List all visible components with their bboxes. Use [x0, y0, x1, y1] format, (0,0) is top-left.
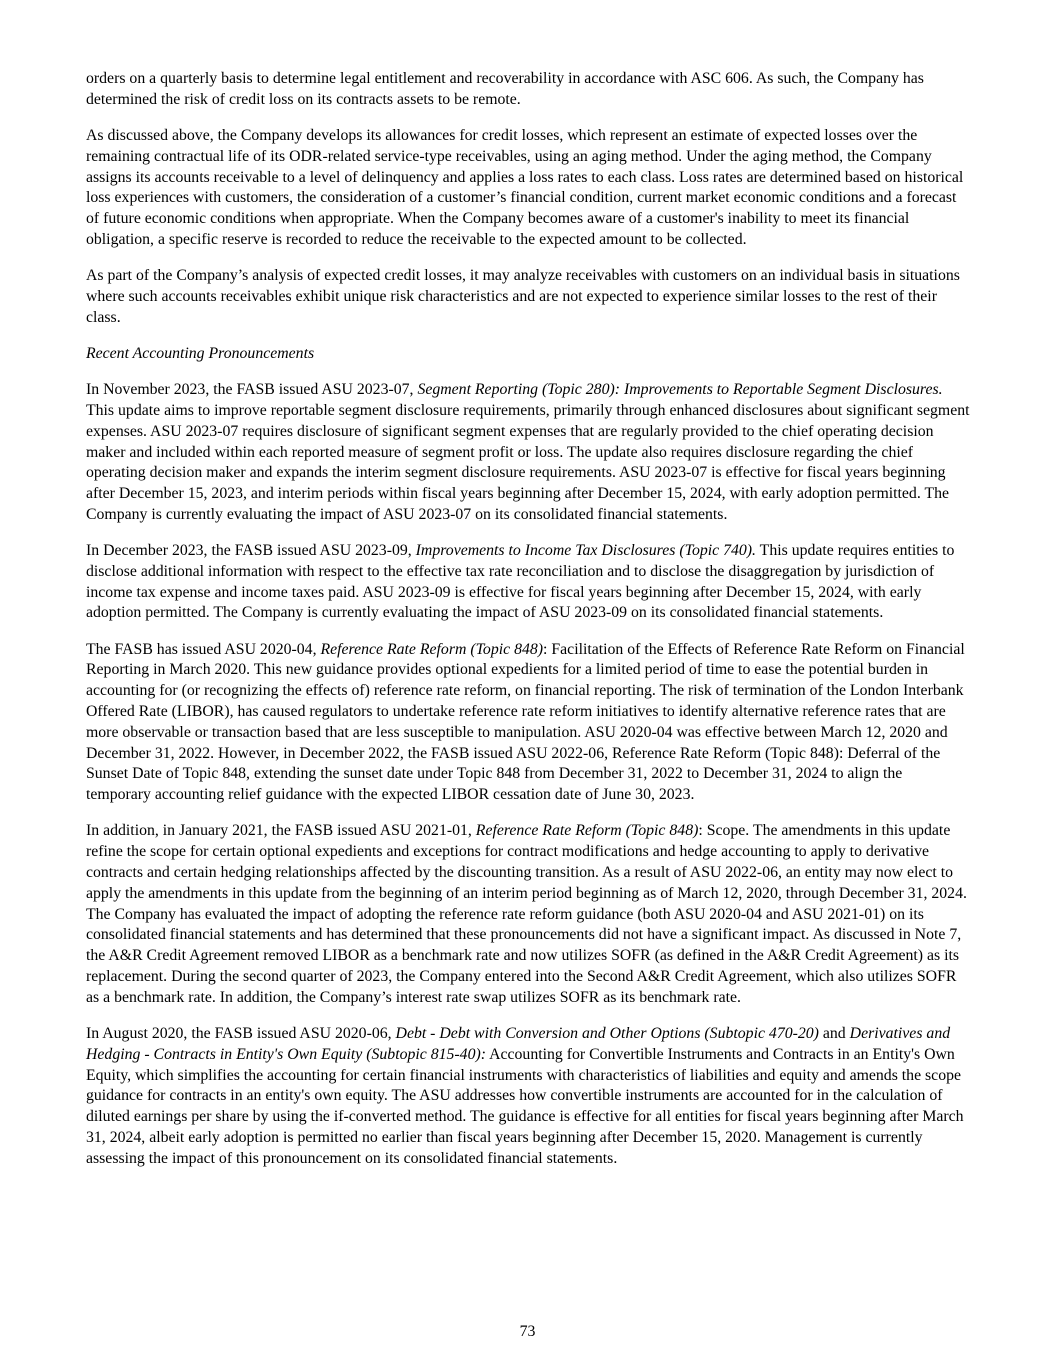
paragraph-text: In addition, in January 2021, the FASB issued ASU 2021-01, — [86, 822, 476, 840]
asu-title: Reference Rate Reform (Topic 848) — [320, 640, 544, 658]
paragraph-text: : Facilitation of the Effects of Reference Rate Reform on Financial Reporting in March 2020. This new guidance provides optional expedients for a limited period of time to ease the potential burden in accounting for (or recognizing the effects of) reference rate reform, on financial reporting. The risk of termination of the London Interbank Offered Rate (LIBOR), has caused regulators to undertake reference rate reform initiatives to identify alternative reference rates that are more observable or transaction based that are less susceptible to manipulation. ASU 2020-04 was effective between March 12, 2020 and December 31, 2022. However, in December 2022, the FASB issued ASU 2022-06, Reference Rate Reform (Topic 848): Deferral of the Sunset Date of Topic 848, extending the sunset date under Topic 848 from December 31, 2022 to December 31, 2024 to align the temporary accounting relief guidance with the expected LIBOR cessation date of June 30, 2023. — [86, 640, 965, 804]
paragraph-contract-assets — [86, 69, 970, 111]
asu-title: Improvements to Income Tax Disclosures (Topic 740). — [415, 542, 756, 560]
asu-title: Debt - Debt with Conversion and Other Options (Subtopic 470-20) — [395, 1025, 819, 1042]
paragraph-text: In November 2023, the FASB issued ASU 2023-07, — [86, 381, 418, 399]
paragraph-text: As discussed above, the Company develops its allowances for credit losses, which represent an estimate of expected losses over the remaining contractual life of its ODR-related service-type receivables, using an aging method. Under the aging method, the Company assigns its accounts receivable to a level of delinquency and applies a loss rates to each class. Loss rates are determined based on historical loss experiences with customers, the consideration of a customer’s financial condition, current market economic conditions and a forecast of future economic conditions when appropriate. When the Company becomes aware of a customer's inability to meet its financial obligation, a specific reserve is recorded to reduce the receivable to the expected amount to be collected. — [86, 126, 964, 248]
paragraph-asu-2020-06 — [86, 1024, 970, 1170]
page-number: 73 — [519, 1323, 536, 1340]
paragraph-individual-analysis — [86, 266, 970, 328]
section-heading-recent-pronouncements — [86, 344, 970, 365]
section-heading-text: Recent Accounting Pronouncements — [86, 344, 315, 362]
paragraph-text: : Scope. The amendments in this update refine the scope for certain optional expedients and exceptions for contract modifications and hedge accounting to apply to derivative contracts and certain hedging relationships affected by the discounting transition. As a result of ASU 2022-06, an entity may now elect to apply the amendments in this update from the beginning of an interim period beginning as of March 12, 2020, through December 31, 2024. The Company has evaluated the impact of adopting the reference rate reform guidance (both ASU 2020-04 and ASU 2021-01) on its consolidated financial statements and has determined that these pronouncements did not have a significant impact. As discussed in Note 7, the A&R Credit Agreement removed LIBOR as a benchmark rate and now utilizes SOFR (as defined in the A&R Credit Agreement) as its replacement. During the second quarter of 2023, the Company entered into the Second A&R Credit Agreement, which also utilizes SOFR as a benchmark rate. In addition, the Company’s interest rate swap utilizes SOFR as its benchmark rate. — [86, 822, 967, 1006]
paragraph-asu-2021-01 — [86, 821, 970, 1008]
document-body — [86, 69, 970, 1185]
asu-title: Reference Rate Reform (Topic 848) — [475, 822, 699, 840]
paragraph-text: orders on a quarterly basis to determine legal entitlement and recoverability in accordance with ASC 606. As such, the Company has determined the risk of credit loss on its contracts assets to be remote. — [86, 70, 924, 108]
paragraph-asu-2020-04 — [86, 640, 970, 806]
paragraph-allowances-credit-losses — [86, 126, 970, 251]
paragraph-text: As part of the Company’s analysis of expected credit losses, it may analyze receivables with customers on an individual basis in situations where such accounts receivables exhibit unique risk characteristics and are not expected to experience similar losses to the rest of their class. — [86, 267, 960, 326]
paragraph-text: In December 2023, the FASB issued ASU 2023-09, — [86, 542, 416, 560]
paragraph-text: The FASB has issued ASU 2020-04, — [86, 640, 321, 658]
asu-title: Derivatives and Hedging - Contracts in Entity's Own Equity (Subtopic 815-40): — [86, 1025, 951, 1063]
paragraph-text: In August 2020, the FASB issued ASU 2020-06, — [86, 1025, 396, 1042]
paragraph-asu-2023-09 — [86, 541, 970, 624]
paragraph-text: Accounting for Convertible Instruments and Contracts in an Entity's Own Equity, which simplifies the accounting for certain financial instruments with characteristics of liabilities and equity and amends the scope guidance for contracts in an entity's own equity. The ASU addresses how convertible instruments are accounted for in the calculation of diluted earnings per share by using the if-converted method. The guidance is effective for all entities for fiscal years beginning after March 31, 2024, albeit early adoption is permitted no earlier than fiscal years beginning after December 15, 2020. Management is currently assessing the impact of this pronouncement on its consolidated financial statements. — [86, 1045, 964, 1167]
paragraph-asu-2023-07 — [86, 380, 970, 526]
paragraph-text: and — [818, 1025, 850, 1042]
paragraph-text: This update aims to improve reportable segment disclosure requirements, primarily through enhanced disclosures about significant segment expenses. ASU 2023-07 requires disclosure of significant segment expenses that are regularly provided to the chief operating decision maker and included within each reported measure of segment profit or loss. The update also requires disclosure regarding the chief operating decision maker and expands the interim segment disclosure requirements. ASU 2023-07 is effective for fiscal years beginning after December 15, 2023, and interim periods within fiscal years beginning after December 15, 2024, with early adoption permitted. The Company is currently evaluating the impact of ASU 2023-07 on its consolidated financial statements. — [86, 401, 970, 523]
asu-title: Segment Reporting (Topic 280): Improvements to Reportable Segment Disclosures. — [417, 381, 943, 399]
paragraph-text: This update requires entities to disclose additional information with respect to the effective tax rate reconciliation and to disclose the disaggregation by jurisdiction of income tax expense and income taxes paid. ASU 2023-09 is effective for fiscal years beginning after December 15, 2024, with early adoption permitted. The Company is currently evaluating the impact of ASU 2023-09 on its consolidated financial statements. — [86, 542, 955, 622]
